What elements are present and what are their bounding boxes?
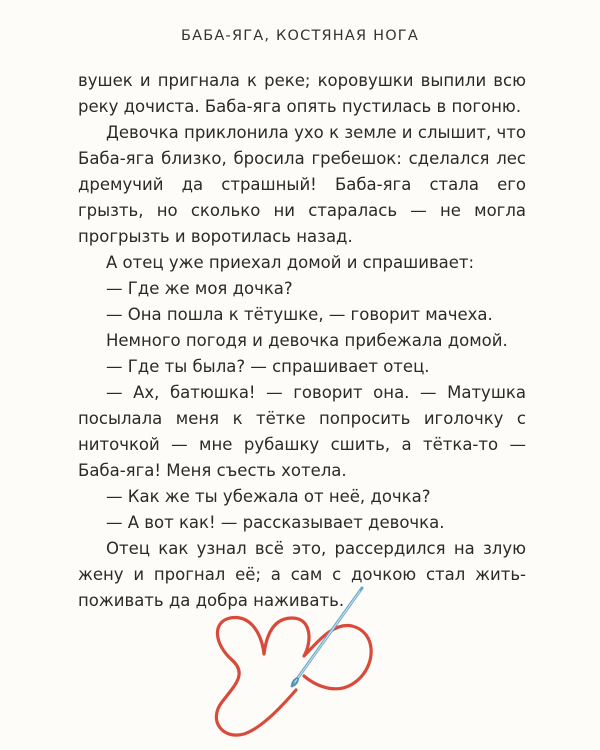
thread-path <box>216 618 371 736</box>
paragraph: Немного погодя и девочка прибежала домой. <box>106 331 508 350</box>
dialogue-line: — Как же ты убежала от неё, дочка? <box>106 487 431 506</box>
paragraph: Девочка приклонила ухо к земле и слышит, что Баба-яга близко, бросила гребешок: сделался лес дремучий да страшный! Баба-яга стала его грызть, но сколько ни старалась — не могла прогрызть и воротилась назад. <box>78 123 526 246</box>
needle-highlight <box>295 591 360 682</box>
paragraph: вушек и пригнала к реке; коровушки выпили всю реку дочиста. Баба-яга опять пустилась в погоню. <box>78 71 526 116</box>
paragraph: Отец как узнал всё это, рассердился на злую жену и прогнал её; а сам с дочкою стал жить-поживать да добра наживать. <box>78 539 526 610</box>
dialogue-line: — Она пошла к тётушке, — говорит мачеха. <box>106 305 493 324</box>
running-head: БАБА-ЯГА, КОСТЯНАЯ НОГА <box>181 28 419 44</box>
paragraph: А отец уже приехал домой и спрашивает: <box>106 253 475 272</box>
body-text <box>78 68 526 614</box>
dialogue-line: — Где же моя дочка? <box>106 279 293 298</box>
dialogue-line: — Где ты была? — спрашивает отец. <box>106 357 430 376</box>
needle-with-thread-icon <box>200 578 400 750</box>
dialogue-line: — А вот как! — рассказывает девочка. <box>106 513 445 532</box>
dialogue-line: — Ах, батюшка! — говорит она. — Матушка посылала меня к тётке попросить иголочку с ниточкой — мне рубашку сшить, а тётка-то — Баба-яга! Меня съесть хотела. <box>78 383 526 480</box>
